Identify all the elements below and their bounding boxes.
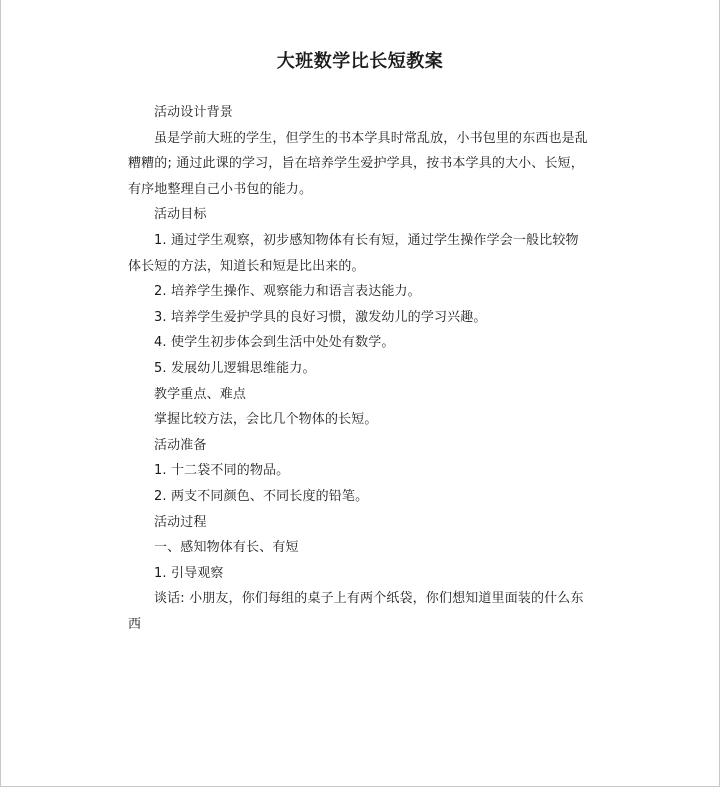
document-body: [128, 100, 590, 637]
section-heading-process: 活动过程: [154, 514, 207, 530]
goal-item-3: 3. 培养学生爱护学具的良好习惯，激发幼儿的学习兴趣。: [154, 309, 487, 325]
process-substep-1: 1. 引导观察: [154, 565, 224, 581]
document-title: 大班数学比长短教案: [276, 51, 444, 72]
section-heading-background: 活动设计背景: [154, 105, 233, 120]
preparation-item-2: 2. 两支不同颜色、不同长度的铅笔。: [154, 488, 369, 504]
preparation-item-1: 1. 十二袋不同的物品。: [154, 463, 290, 479]
goal-item-4: 4. 使学生初步体会到生活中处处有数学。: [154, 335, 395, 351]
paragraph-key-points: 掌握比较方法，会比几个物体的长短。: [154, 412, 378, 428]
section-heading-preparation: 活动准备: [154, 437, 207, 453]
section-heading-goals: 活动目标: [154, 207, 207, 223]
goal-item-1: 1. 通过学生观察，初步感知物体有长有短，通过学生操作学会一般比较物体长短的方法，知道长和短是比出来的。: [128, 232, 579, 274]
goal-item-5: 5. 发展幼儿逻辑思维能力。: [154, 360, 316, 376]
paragraph-dialogue: 谈话: 小朋友，你们每组的桌子上有两个纸袋，你们想知道里面装的什么东西: [128, 591, 584, 632]
goal-item-2: 2. 培养学生操作、观察能力和语言表达能力。: [154, 284, 421, 300]
paragraph-background: 虽是学前大班的学生，但学生的书本学具时常乱放，小书包里的东西也是乱糟糟的; 通过此课的学习，旨在培养学生爱护学具，按书本学具的大小、长短，有序地整理自己小书包的能力。: [128, 130, 588, 197]
process-step-1: 一、感知物体有长、有短: [154, 540, 299, 556]
section-heading-key-points: 教学重点、难点: [154, 386, 247, 402]
